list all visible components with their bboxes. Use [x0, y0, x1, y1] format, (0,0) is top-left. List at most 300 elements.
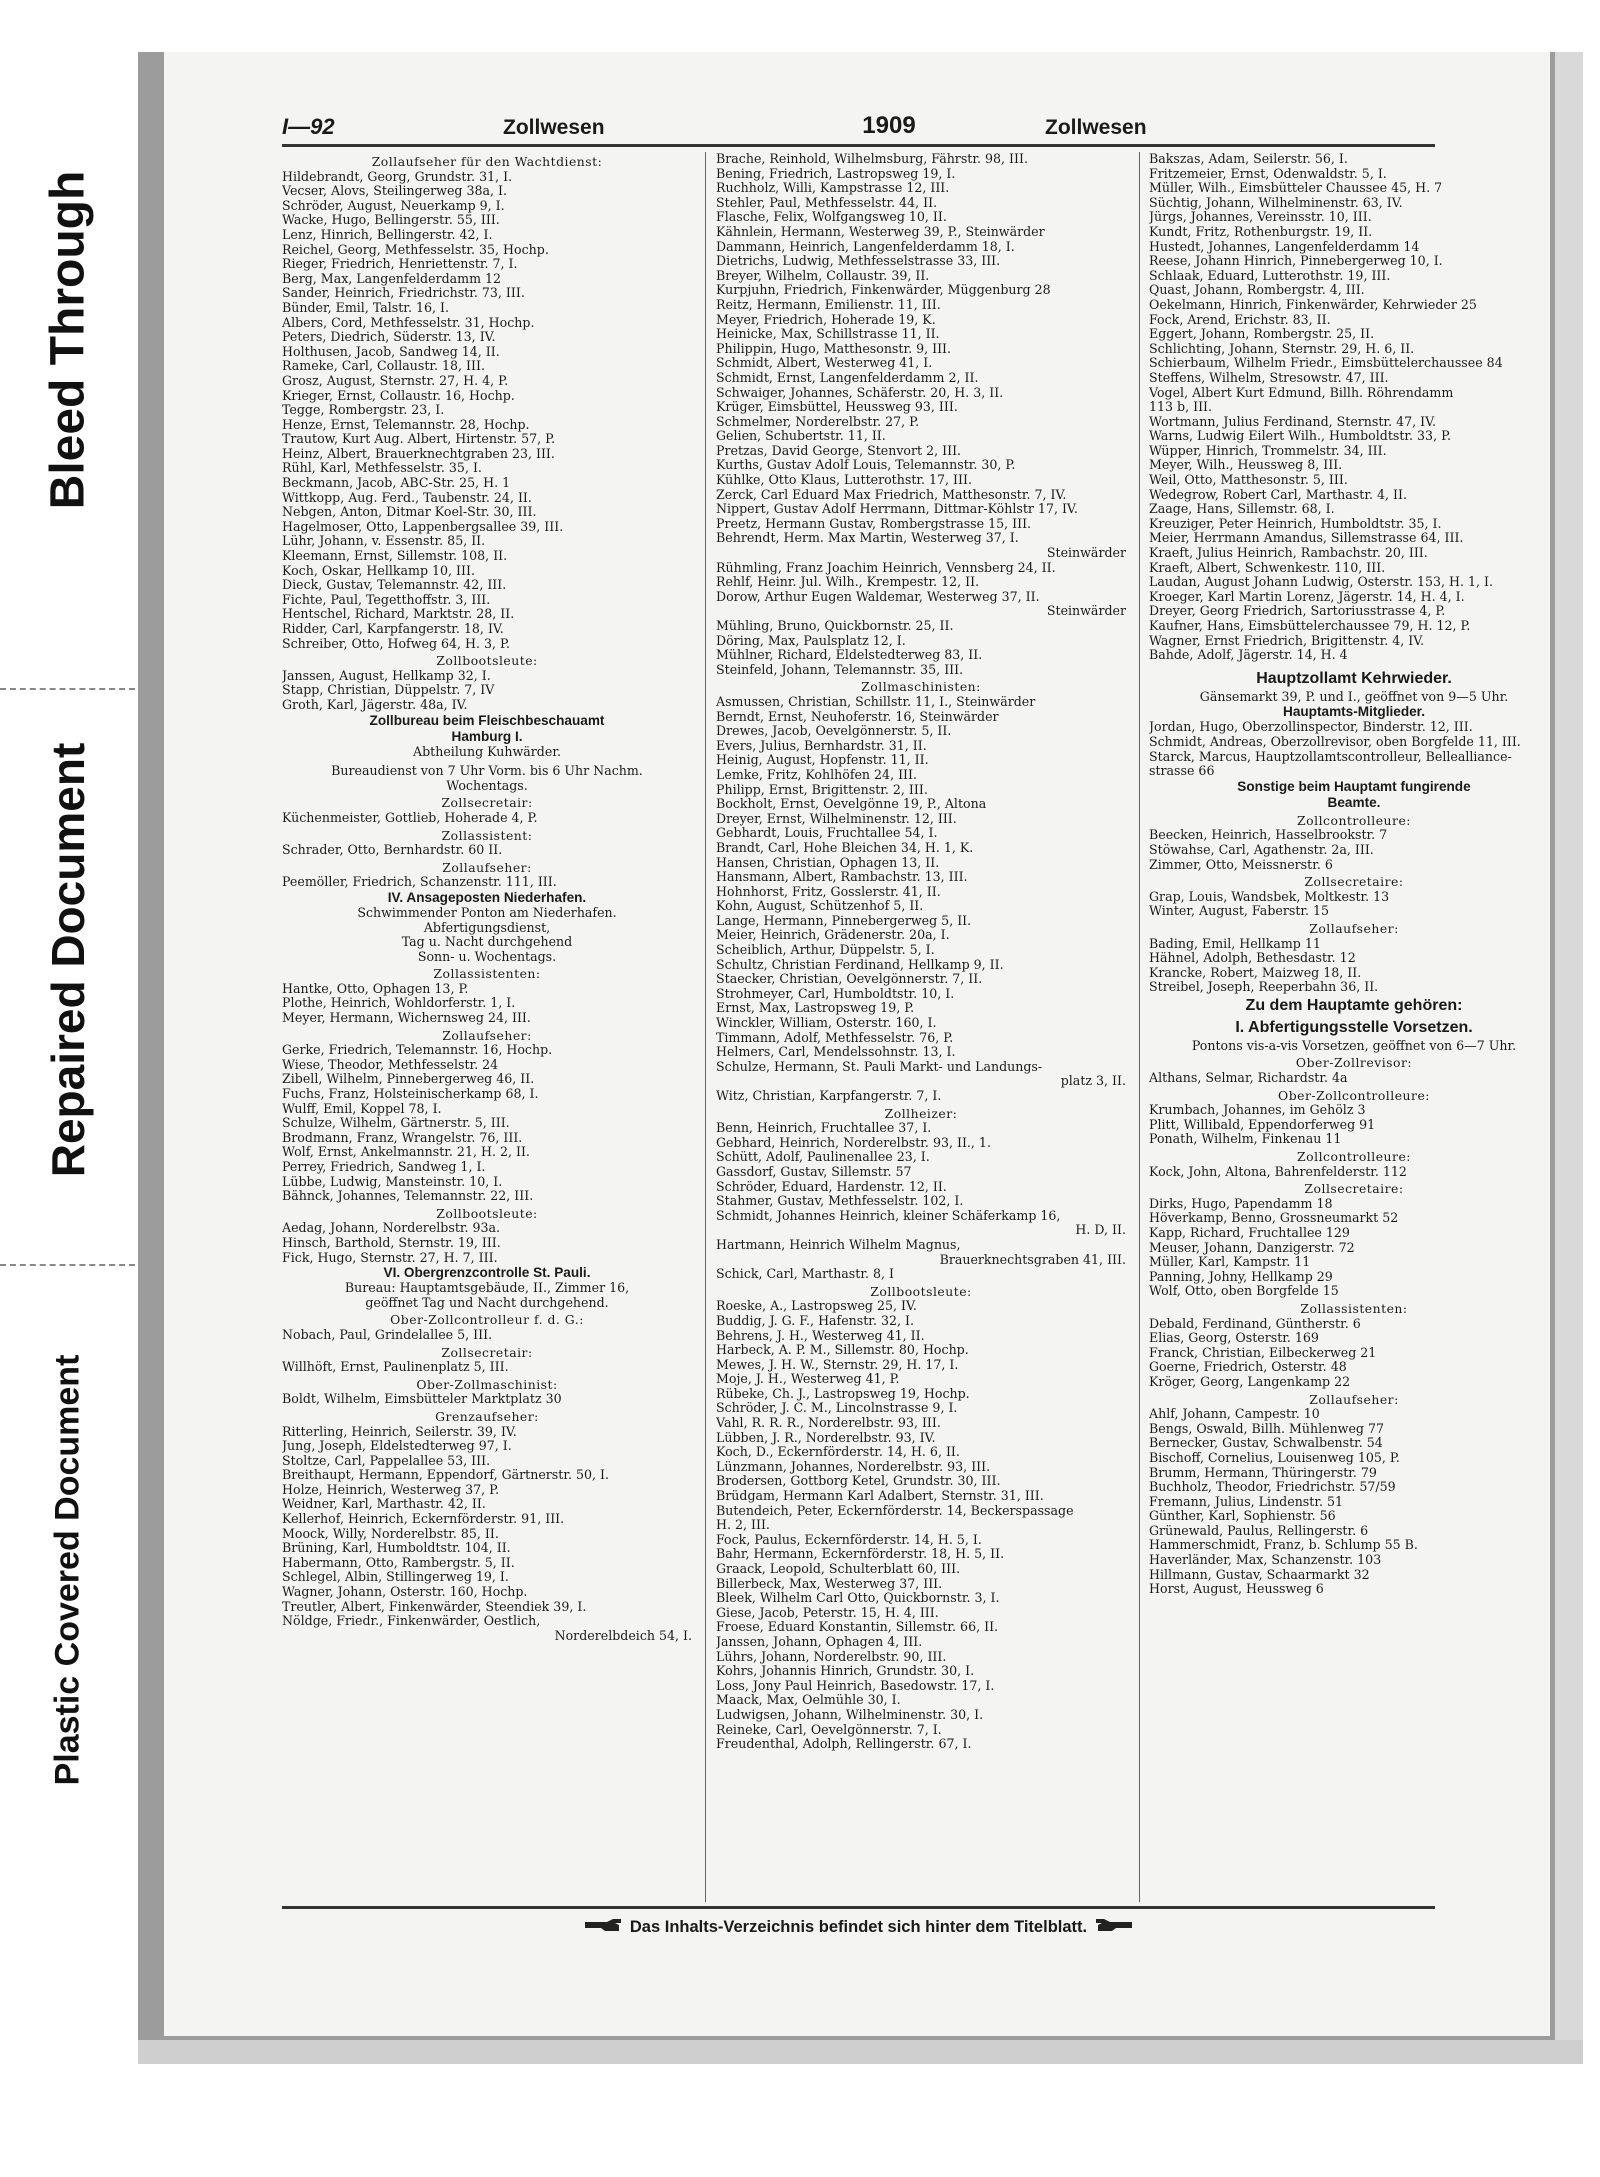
section-heading: Zollbureau beim Fleischbeschauamt	[369, 712, 605, 728]
entry-line: Kohn, August, Schützenhof 5, II.	[716, 899, 924, 914]
entry-line: Steinwärder	[1046, 546, 1126, 561]
entry-line: Albers, Cord, Methfesselstr. 31, Hochp.	[282, 315, 535, 330]
entry-line: Kroeger, Karl Martin Lorenz, Jägerstr. 14, H. 4, I.	[1149, 589, 1465, 604]
entry-line: Bakszas, Adam, Seilerstr. 56, I.	[1149, 152, 1348, 166]
entry-line: Moock, Willy, Norderelbstr. 85, II.	[282, 1526, 499, 1541]
entry-line: Schröder, Eduard, Hardenstr. 12, II.	[716, 1179, 947, 1194]
entry-line: Grosz, August, Sternstr. 27, H. 4, P.	[282, 373, 509, 388]
entry-line: Dorow, Arthur Eugen Waldemar, Westerweg 37, II.	[716, 589, 1040, 604]
running-title-left: Zollwesen	[503, 116, 605, 139]
entry-line: Trautow, Kurt Aug. Albert, Hirtenstr. 57, P.	[282, 432, 556, 447]
entry-line: Ponath, Wilhelm, Finkenau 11	[1149, 1132, 1342, 1147]
entry-line: Buchholz, Theodor, Friedrichstr. 57/59	[1149, 1480, 1396, 1495]
entry-line: Butendeich, Peter, Eckernförderstr. 14, Beckerspassage	[716, 1503, 1074, 1518]
entry-line: Hantke, Otto, Ophagen 13, P.	[282, 981, 469, 996]
entry-line: Brüning, Karl, Humboldtstr. 104, II.	[282, 1541, 511, 1556]
entry-line: Dirks, Hugo, Papendamm 18	[1149, 1196, 1333, 1211]
entry-line: Meuser, Johann, Danzigerstr. 72	[1149, 1240, 1355, 1255]
entry-line: Kleemann, Ernst, Sillemstr. 108, II.	[282, 549, 508, 564]
scanned-page-frame	[138, 52, 1583, 2064]
entry-line: Krieger, Ernst, Collaustr. 16, Hochp.	[282, 388, 515, 403]
entry-line: Müller, Karl, Kampstr. 11	[1149, 1255, 1311, 1270]
entry-line: Meyer, Hermann, Wichernsweg 24, III.	[282, 1011, 531, 1026]
entry-line: Müller, Wilh., Eimsbütteler Chaussee 45, H. 7	[1149, 181, 1443, 196]
entry-line: Maack, Max, Oelmühle 30, I.	[716, 1693, 901, 1708]
entry-line: Kellerhof, Heinrich, Eckernförderstr. 91, III.	[282, 1512, 565, 1527]
entry-line: Jung, Joseph, Eldelstedterweg 97, I.	[282, 1439, 512, 1454]
entry-line: Hansen, Christian, Ophagen 13, II.	[716, 855, 940, 870]
section-heading: Zollheizer:	[884, 1106, 958, 1121]
entry-line: Reineke, Carl, Oevelgönnerstr. 7, I.	[716, 1722, 942, 1737]
entry-line: Schmidt, Andreas, Oberzollrevisor, oben Borgfelde 11, III.	[1149, 734, 1521, 749]
section-heading: Zollassistenten:	[1300, 1301, 1408, 1316]
entry-line: Bening, Friedrich, Lastropsweg 19, I.	[716, 166, 956, 181]
entry-line: Groth, Karl, Jägerstr. 48a, IV.	[282, 697, 468, 712]
entry-line: Schlichting, Johann, Sternstr. 29, H. 6, II.	[1149, 341, 1415, 356]
section-heading: Zollcontrolleure:	[1297, 1150, 1411, 1165]
section-heading: Sonstige beim Hauptamt fungirende	[1237, 778, 1471, 794]
entry-line: Oekelmann, Hinrich, Finkenwärder, Kehrwieder 25	[1149, 297, 1477, 312]
entry-line: Hartmann, Heinrich Wilhelm Magnus,	[716, 1237, 961, 1252]
entry-line: Mühling, Bruno, Quickbornstr. 25, II.	[716, 619, 954, 633]
entry-line: Grap, Louis, Wandsbek, Moltkestr. 13	[1149, 889, 1390, 904]
entry-line: Wagner, Johann, Osterstr. 160, Hochp.	[282, 1585, 528, 1600]
entry-line: Staecker, Christian, Oevelgönnerstr. 7, II.	[716, 972, 983, 987]
entry-line: Plitt, Willibald, Eppendorferweg 91	[1149, 1117, 1376, 1132]
entry-line: Hentschel, Richard, Marktstr. 28, II.	[282, 607, 515, 622]
entry-line: Wacke, Hugo, Bellingerstr. 55, III.	[282, 213, 500, 228]
entry-line: Scheiblich, Arthur, Düppelstr. 5, I.	[716, 943, 935, 958]
entry-line: Döring, Max, Paulsplatz 12, I.	[716, 633, 906, 648]
pointing-hand-icon	[1092, 1918, 1134, 1934]
entry-line: Evers, Julius, Bernhardstr. 31, II.	[716, 738, 927, 753]
column-1	[282, 152, 692, 1643]
pointing-hand-icon	[583, 1918, 625, 1934]
entry-line: Bureau: Hauptamtsgebäude, II., Zimmer 16,	[344, 1281, 630, 1296]
entry-line: Ahlf, Johann, Campestr. 10	[1149, 1407, 1320, 1422]
entry-line: Zibell, Wilhelm, Pinnebergerweg 46, II.	[282, 1072, 535, 1087]
entry-line: Kreuziger, Peter Heinrich, Humboldtstr. 35, I.	[1149, 516, 1442, 531]
entry-line: Flasche, Felix, Wolfgangsweg 10, II.	[716, 210, 947, 225]
entry-line: Rühl, Karl, Methfesselstr. 35, I.	[282, 461, 482, 476]
section-heading: Zollaufseher:	[442, 1028, 532, 1043]
entry-line: Rehlf, Heinr. Jul. Wilh., Krempestr. 12, II.	[716, 575, 980, 590]
entry-line: Graack, Leopold, Schulterblatt 60, III.	[716, 1562, 961, 1576]
entry-line: Vogel, Albert Kurt Edmund, Billh. Röhrendamm	[1149, 385, 1454, 400]
entry-line: Krüger, Eimsbüttel, Heussweg 93, III.	[716, 400, 958, 415]
entry-line: Schmelmer, Norderelbstr. 27, P.	[716, 414, 920, 429]
entry-line: Wagner, Ernst Friedrich, Brigittenstr. 4, IV.	[1149, 633, 1425, 648]
entry-line: Tegge, Rombergstr. 23, I.	[282, 403, 445, 418]
entry-line: Freudenthal, Adolph, Rellingerstr. 67, I.	[716, 1737, 972, 1752]
entry-line: strasse 66	[1149, 764, 1215, 779]
entry-line: Heinz, Albert, Brauerknechtgraben 23, III.	[282, 446, 555, 461]
entry-line: Ernst, Max, Lastropsweg 19, P.	[716, 1001, 915, 1016]
entry-line: Ridder, Carl, Karpfangerstr. 18, IV.	[282, 622, 504, 636]
entry-line: Lünzmann, Johannes, Norderelbstr. 93, III.	[716, 1459, 991, 1474]
entry-line: Zaage, Hans, Sillemstr. 68, I.	[1149, 502, 1335, 517]
entry-line: Breyer, Wilhelm, Collaustr. 39, II.	[716, 268, 930, 283]
entry-line: Hagelmoser, Otto, Lappenbergsallee 39, III.	[282, 519, 564, 534]
entry-line: Plothe, Heinrich, Wohldorferstr. 1, I.	[282, 996, 516, 1011]
entry-line: Berg, Max, Langenfelderdamm 12	[282, 271, 502, 286]
entry-line: Kurpjuhn, Friedrich, Finkenwärder, Müggenburg 28	[716, 283, 1051, 298]
entry-line: Lübben, J. R., Norderelbstr. 93, IV.	[716, 1430, 936, 1445]
entry-line: Meyer, Wilh., Heussweg 8, III.	[1149, 458, 1343, 473]
entry-line: Jordan, Hugo, Oberzollinspector, Binderstr. 12, III.	[1149, 720, 1473, 735]
entry-line: Günther, Karl, Sophienstr. 56	[1149, 1509, 1336, 1524]
entry-line: Schütt, Adolf, Paulinenallee 23, I.	[716, 1150, 930, 1165]
entry-line: Lemke, Fritz, Kohlhöfen 24, III.	[716, 767, 918, 782]
entry-line: Schrader, Otto, Bernhardstr. 60 II.	[282, 843, 503, 858]
entry-line: Kühlke, Otto Klaus, Lutterothstr. 17, III.	[716, 473, 972, 488]
section-heading: Zollbootsleute:	[436, 1206, 538, 1221]
section-heading: Zollsecretair:	[441, 796, 533, 811]
entry-line: Benn, Heinrich, Fruchtallee 37, I.	[716, 1121, 932, 1136]
column-2	[716, 152, 1126, 1752]
entry-line: Laudan, August Johann Ludwig, Osterstr. 153, H. 1, I.	[1149, 575, 1493, 590]
entry-line: Gebhard, Heinrich, Norderelbstr. 93, II., 1.	[716, 1135, 991, 1150]
entry-line: Harbeck, A. P. M., Sillemstr. 80, Hochp.	[716, 1343, 969, 1358]
entry-line: Warns, Ludwig Eilert Wilh., Humboldtstr. 33, P.	[1149, 429, 1452, 444]
entry-line: Fock, Arend, Erichstr. 83, II.	[1149, 312, 1331, 327]
entry-line: Pretzas, David George, Stenvort 2, III.	[716, 443, 962, 458]
entry-line: Sander, Heinrich, Friedrichstr. 73, III.	[282, 286, 525, 301]
entry-line: Janssen, August, Hellkamp 32, I.	[282, 668, 491, 683]
entry-line: Jürgs, Johannes, Vereinsstr. 10, III.	[1149, 210, 1372, 225]
entry-line: Peters, Diedrich, Süderstr. 13, IV.	[282, 330, 496, 345]
page-number: I—92	[282, 114, 335, 139]
entry-line: Goerne, Friedrich, Osterstr. 48	[1149, 1360, 1347, 1375]
entry-line: Hansmann, Albert, Rambachstr. 13, III.	[716, 870, 968, 885]
entry-line: Zimmer, Otto, Meissnerstr. 6	[1149, 857, 1333, 872]
page-footer	[282, 1918, 1435, 1937]
entry-line: Breithaupt, Hermann, Eppendorf, Gärtnerstr. 50, I.	[282, 1468, 609, 1483]
entry-line: Schulze, Hermann, St. Pauli Markt- und Landungs-	[716, 1059, 1043, 1074]
entry-line: Bernecker, Gustav, Schwalbenstr. 54	[1149, 1436, 1383, 1451]
entry-line: Roeske, A., Lastropsweg 25, IV.	[716, 1299, 917, 1314]
entry-line: Brandt, Carl, Hohe Bleichen 34, H. 1, K.	[716, 840, 974, 855]
entry-line: Wittkopp, Aug. Ferd., Taubenstr. 24, II.	[282, 490, 532, 505]
section-heading: I. Abfertigungsstelle Vorsetzen.	[1235, 1018, 1473, 1036]
entry-line: Witz, Christian, Karpfangerstr. 7, I.	[716, 1089, 942, 1103]
section-heading: Hamburg I.	[451, 728, 523, 744]
entry-line: Dreyer, Ernst, Wilhelminenstr. 12, III.	[716, 811, 957, 826]
section-heading: Zollsecretair:	[441, 1345, 533, 1360]
entry-line: Wüpper, Hinrich, Trommelstr. 34, III.	[1149, 443, 1387, 458]
entry-line: Bengs, Oswald, Billh. Mühlenweg 77	[1149, 1421, 1385, 1436]
side-label-plastic-covered-document: Plastic Covered Document	[48, 1354, 87, 1786]
entry-line: Fuchs, Franz, Holsteinischerkamp 68, I.	[282, 1087, 539, 1102]
entry-line: H. D, II.	[1075, 1223, 1126, 1238]
entry-line: Dieck, Gustav, Telemannstr. 42, III.	[282, 578, 507, 593]
entry-line: Schwaiger, Johannes, Schäferstr. 20, H. 3, II.	[716, 385, 1004, 400]
entry-line: Hildebrandt, Georg, Grundstr. 31, I.	[282, 169, 513, 184]
entry-line: Hustedt, Johannes, Langenfelderdamm 14	[1149, 239, 1420, 254]
column-3	[1149, 152, 1559, 1597]
entry-line: Winter, August, Faberstr. 15	[1149, 904, 1330, 919]
scan-edge-shadow	[1555, 52, 1583, 2064]
entry-line: Panning, Johny, Hellkamp 29	[1149, 1269, 1333, 1284]
entry-line: Schmidt, Ernst, Langenfelderdamm 2, II.	[716, 370, 979, 385]
entry-line: Nöldge, Friedr., Finkenwärder, Oestlich,	[282, 1614, 541, 1629]
entry-line: Buddig, J. G. F., Hafenstr. 32, I.	[716, 1313, 914, 1328]
entry-line: Brauerknechtsgraben 41, III.	[939, 1252, 1126, 1267]
section-heading: VI. Obergrenzcontrolle St. Pauli.	[383, 1265, 591, 1281]
entry-line: Preetz, Hermann Gustav, Rombergstrasse 15, III.	[716, 516, 1032, 531]
entry-line: Gassdorf, Gustav, Sillemstr. 57	[716, 1164, 912, 1179]
entry-line: Bockholt, Ernst, Oevelgönne 19, P., Altona	[716, 797, 987, 812]
section-heading: Beamte.	[1327, 794, 1381, 810]
entry-line: Fichte, Paul, Tegetthoffstr. 3, III.	[282, 592, 491, 607]
column-rule	[705, 152, 706, 1902]
entry-line: Sonn- u. Wochentags.	[417, 949, 557, 964]
entry-line: Aedag, Johann, Norderelbstr. 93a.	[282, 1221, 501, 1236]
entry-line: Kohrs, Johannis Hinrich, Grundstr. 30, I.	[716, 1664, 975, 1679]
entry-line: Koch, Oskar, Hellkamp 10, III.	[282, 563, 475, 578]
entry-line: Schröder, August, Neuerkamp 9, I.	[282, 198, 505, 213]
sidebar-divider	[0, 1264, 135, 1266]
scan-edge-shadow	[138, 2040, 1583, 2064]
entry-line: Heinicke, Max, Schillstrasse 11, II.	[716, 327, 940, 342]
entry-line: Treutler, Albert, Finkenwärder, Steendiek 39, I.	[282, 1599, 587, 1614]
entry-line: Berndt, Ernst, Neuhoferstr. 16, Steinwärder	[716, 709, 999, 724]
entry-line: Hinsch, Barthold, Sternstr. 19, III.	[282, 1235, 501, 1250]
entry-line: Eggert, Johann, Rombergstr. 25, II.	[1149, 327, 1375, 342]
entry-line: Reese, Johann Hinrich, Pinnebergerweg 10, I.	[1149, 254, 1443, 269]
entry-line: Willhöft, Ernst, Paulinenplatz 5, III.	[282, 1360, 509, 1375]
year: 1909	[862, 112, 916, 139]
entry-line: Wulff, Emil, Koppel 78, I.	[282, 1101, 442, 1116]
entry-line: Stapp, Christian, Düppelstr. 7, IV	[282, 683, 495, 698]
entry-line: Rübeke, Ch. J., Lastropsweg 19, Hochp.	[716, 1386, 970, 1401]
section-heading: Ober-Zollcontrolleur f. d. G.:	[390, 1313, 584, 1328]
side-label-repaired-document: Repaired Document	[42, 742, 94, 1178]
entry-line: Kröger, Georg, Langenkamp 22	[1149, 1374, 1351, 1389]
entry-line: Mühlner, Richard, Eldelstedterweg 83, II.	[716, 648, 983, 663]
entry-line: Schierbaum, Wilhelm Friedr., Eimsbüttelerchaussee 84	[1149, 356, 1503, 371]
entry-line: Streibel, Joseph, Reeperbahn 36, II.	[1149, 980, 1379, 995]
entry-line: 113 b, III.	[1149, 400, 1213, 415]
entry-line: Brodersen, Gottborg Ketel, Grundstr. 30, III.	[716, 1474, 1001, 1489]
section-heading: Zollassistenten:	[433, 967, 541, 982]
section-heading: Grenzaufseher:	[435, 1409, 539, 1424]
section-heading: Zollaufseher für den Wachtdienst:	[371, 155, 603, 169]
entry-line: Asmussen, Christian, Schillstr. 11, I., Steinwärder	[716, 694, 1036, 709]
entry-line: Gelien, Schubertstr. 11, II.	[716, 429, 886, 444]
entry-line: Reitz, Hermann, Emilienstr. 11, III.	[716, 297, 941, 312]
entry-line: Bading, Emil, Hellkamp 11	[1149, 936, 1321, 951]
entry-line: Steinfeld, Johann, Telemannstr. 35, III.	[716, 662, 964, 677]
entry-line: Kapp, Richard, Fruchtallee 129	[1149, 1226, 1350, 1240]
section-heading: Zu dem Hauptamte gehören:	[1245, 996, 1463, 1014]
entry-line: Franck, Christian, Eilbeckerweg 21	[1149, 1345, 1377, 1360]
entry-line: Kaufner, Hans, Eimsbüttelerchaussee 79, H. 12, P.	[1149, 619, 1471, 633]
entry-line: Schreiber, Otto, Hofweg 64, H. 3, P.	[282, 636, 510, 651]
entry-line: Vahl, R. R. R., Norderelbstr. 93, III.	[716, 1416, 941, 1431]
entry-line: Wolf, Otto, oben Borgfelde 15	[1149, 1284, 1339, 1299]
entry-line: Hähnel, Adolph, Bethesdastr. 12	[1149, 951, 1356, 966]
entry-line: Drewes, Jacob, Oevelgönnerstr. 5, II.	[716, 724, 952, 739]
entry-line: Peemöller, Friedrich, Schanzenstr. 111, III.	[282, 875, 557, 890]
section-heading: Zollmaschinisten:	[861, 680, 981, 695]
entry-line: Debald, Ferdinand, Güntherstr. 6	[1149, 1316, 1361, 1331]
entry-line: Beckmann, Jacob, ABC-Str. 25, H. 1	[282, 476, 511, 491]
entry-line: Küchenmeister, Gottlieb, Hoherade 4, P.	[282, 810, 538, 825]
entry-line: Lühr, Johann, v. Essenstr. 85, II.	[282, 534, 486, 549]
section-heading: Zollbootsleute:	[870, 1284, 972, 1299]
entry-line: Kundt, Fritz, Rothenburgstr. 19, II.	[1149, 224, 1373, 239]
entry-line: Althans, Selmar, Richardstr. 4a	[1149, 1071, 1348, 1086]
entry-line: Höverkamp, Benno, Grossneumarkt 52	[1149, 1211, 1399, 1226]
entry-line: Gänsemarkt 39, P. und I., geöffnet von 9—5 Uhr.	[1199, 689, 1509, 704]
entry-line: Weidner, Karl, Marthastr. 42, II.	[282, 1497, 486, 1512]
entry-line: Billerbeck, Max, Westerweg 37, III.	[716, 1576, 943, 1591]
entry-line: platz 3, II.	[1060, 1074, 1126, 1089]
entry-line: Schröder, J. C. M., Lincolnstrasse 9, I.	[716, 1401, 958, 1416]
entry-line: Schlegel, Albin, Stillingerweg 19, I.	[282, 1570, 509, 1585]
entry-line: Stehler, Paul, Methfesselstr. 44, II.	[716, 195, 938, 210]
entry-line: Nobach, Paul, Grindelallee 5, III.	[282, 1327, 493, 1342]
entry-line: Moje, J. H., Westerweg 41, P.	[716, 1372, 900, 1387]
entry-line: Schulze, Wilhelm, Gärtnerstr. 5, III.	[282, 1116, 510, 1131]
section-heading: Hauptamts-Mitglieder.	[1283, 704, 1425, 720]
section-heading: Zollaufseher:	[442, 860, 532, 875]
entry-line: Lange, Hermann, Pinnebergerweg 5, II.	[716, 913, 972, 928]
entry-line: Ritterling, Heinrich, Seilerstr. 39, IV.	[282, 1424, 517, 1439]
entry-line: Brumm, Hermann, Thüringerstr. 79	[1149, 1465, 1377, 1480]
entry-line: Grünewald, Paulus, Rellingerstr. 6	[1149, 1523, 1369, 1538]
entry-line: Vecser, Alovs, Steilingerweg 38a, I.	[282, 184, 507, 199]
footer-text: Das Inhalts-Verzeichnis befindet sich hinter dem Titelblatt.	[629, 1918, 1088, 1936]
entry-line: Schmidt, Albert, Westerweg 41, I.	[716, 356, 933, 371]
entry-line: Wolf, Ernst, Ankelmannstr. 21, H. 2, II.	[282, 1145, 530, 1160]
entry-line: Steffens, Wilhelm, Stresowstr. 47, III.	[1149, 370, 1389, 385]
entry-line: Krancke, Robert, Maizweg 18, II.	[1149, 965, 1362, 980]
entry-line: Horst, August, Heussweg 6	[1149, 1582, 1324, 1597]
entry-line: Wochentags.	[446, 778, 528, 793]
section-heading: Zollbootsleute:	[436, 654, 538, 669]
section-heading: Zollaufseher:	[1309, 1392, 1399, 1407]
entry-line: Giese, Jacob, Peterstr. 15, H. 4, III.	[716, 1605, 939, 1620]
entry-line: Holze, Heinrich, Westerweg 37, P.	[282, 1482, 500, 1497]
entry-line: Rühmling, Franz Joachim Heinrich, Vennsberg 24, II.	[716, 560, 1056, 575]
entry-line: Stahmer, Gustav, Methfesselstr. 102, I.	[716, 1194, 964, 1209]
entry-line: Bahr, Hermann, Eckernförderstr. 18, H. 5, II.	[716, 1547, 1005, 1562]
sidebar-divider	[0, 688, 135, 690]
entry-line: Stoltze, Carl, Pappelallee 53, III.	[282, 1453, 491, 1468]
running-title-right: Zollwesen	[1045, 116, 1147, 139]
entry-line: Schick, Carl, Marthastr. 8, I	[716, 1267, 894, 1282]
section-heading: Hauptzollamt Kehrwieder.	[1256, 669, 1452, 687]
entry-line: Schultz, Christian Ferdinand, Hellkamp 9, II.	[716, 957, 1004, 972]
entry-line: Dietrichs, Ludwig, Methfesselstrasse 33, III.	[716, 254, 1001, 269]
entry-line: Fritzemeier, Ernst, Odenwaldstr. 5, I.	[1149, 166, 1387, 181]
entry-line: Kurths, Gustav Adolf Louis, Telemannstr. 30, P.	[716, 458, 1016, 473]
entry-line: Perrey, Friedrich, Sandweg 1, I.	[282, 1160, 486, 1174]
entry-line: Koch, D., Eckernförderstr. 14, H. 6, II.	[716, 1445, 960, 1460]
column-rule	[1139, 152, 1140, 1902]
entry-line: Tag u. Nacht durchgehend	[401, 935, 573, 950]
entry-line: Schlaak, Eduard, Lutterothstr. 19, III.	[1149, 268, 1391, 283]
annotation-sidebar	[0, 0, 135, 2177]
entry-line: Bischoff, Cornelius, Louisenweg 105, P.	[1149, 1450, 1400, 1465]
entry-line: Gerke, Friedrich, Telemannstr. 16, Hochp.	[282, 1043, 553, 1058]
entry-line: Heinig, August, Hopfenstr. 11, II.	[716, 753, 929, 768]
entry-line: Kraeft, Julius Heinrich, Rambachstr. 20, III.	[1149, 546, 1428, 561]
entry-line: Wortmann, Julius Ferdinand, Sternstr. 47, IV.	[1149, 414, 1436, 429]
section-heading: Ober-Zollmaschinist:	[416, 1377, 558, 1392]
side-label-bleed-through: Bleed Through	[41, 170, 95, 510]
entry-line: Holthusen, Jacob, Sandweg 14, II.	[282, 344, 500, 359]
section-heading: Ober-Zollcontrolleure:	[1278, 1088, 1430, 1103]
entry-line: Dammann, Heinrich, Langenfelderdamm 18, I.	[716, 239, 1015, 254]
entry-line: Wiese, Theodor, Methfesselstr. 24	[282, 1057, 499, 1072]
entry-line: Nebgen, Anton, Ditmar Koel-Str. 30, III.	[282, 505, 537, 520]
page-header	[282, 104, 1435, 147]
section-heading: Ober-Zollrevisor:	[1295, 1056, 1413, 1071]
entry-line: Behrens, J. H., Westerweg 41, II.	[716, 1328, 925, 1343]
entry-line: Bähnck, Johannes, Telemannstr. 22, III.	[282, 1189, 534, 1204]
entry-line: Abtheilung Kuhwärder.	[413, 744, 561, 759]
entry-line: Rieger, Friedrich, Henriettenstr. 7, I.	[282, 257, 518, 272]
entry-line: Steinwärder	[1046, 604, 1126, 619]
entry-line: Schwimmender Ponton am Niederhafen.	[357, 905, 617, 920]
entry-line: Meyer, Friedrich, Hoherade 19, K.	[716, 312, 936, 327]
entry-line: Behrendt, Herm. Max Martin, Westerweg 37, I.	[716, 531, 1019, 546]
entry-line: Bleek, Wilhelm Carl Otto, Quickbornstr. 3, I.	[716, 1591, 1000, 1606]
entry-line: Kock, John, Altona, Bahrenfelderstr. 112	[1149, 1164, 1407, 1179]
section-heading: IV. Ansageposten Niederhafen.	[387, 889, 587, 905]
entry-line: Dreyer, Georg Friedrich, Sartoriusstrasse 4, P.	[1149, 604, 1446, 619]
section-heading: Zollsecretaire:	[1304, 875, 1404, 890]
entry-line: Weil, Otto, Matthesonstr. 5, III.	[1149, 473, 1348, 488]
entry-line: Bureaudienst von 7 Uhr Vorm. bis 6 Uhr Nachm.	[331, 764, 643, 779]
entry-line: Norderelbdeich 54, I.	[554, 1628, 692, 1643]
entry-line: Lübbe, Ludwig, Mansteinstr. 10, I.	[282, 1174, 503, 1189]
entry-line: Meier, Herrmann Amandus, Sillemstrasse 64, III.	[1149, 531, 1464, 546]
entry-line: Starck, Marcus, Hauptzollamtscontrolleur, Bellealliance-	[1149, 749, 1512, 764]
entry-line: Fick, Hugo, Sternstr. 27, H. 7, III.	[282, 1250, 498, 1265]
entry-line: Beecken, Heinrich, Hasselbrookstr. 7	[1149, 828, 1388, 843]
entry-line: Meier, Heinrich, Grädenerstr. 20a, I.	[716, 928, 950, 943]
entry-line: Philippin, Hugo, Matthesonstr. 9, III.	[716, 341, 952, 356]
entry-line: Kähnlein, Hermann, Westerweg 39, P., Steinwärder	[716, 224, 1045, 239]
entry-line: Brache, Reinhold, Wilhelmsburg, Fährstr. 98, III.	[716, 152, 1028, 166]
section-heading: Zollcontrolleure:	[1297, 813, 1411, 828]
entry-line: Habermann, Otto, Rambergstr. 5, II.	[282, 1555, 515, 1570]
entry-line: Bahde, Adolf, Jägerstr. 14, H. 4	[1149, 648, 1348, 663]
entry-line: Süchtig, Johann, Wilhelminenstr. 63, IV.	[1149, 195, 1403, 210]
entry-line: Lenz, Hinrich, Bellingerstr. 42, I.	[282, 227, 493, 242]
entry-line: Hillmann, Gustav, Schaarmarkt 32	[1149, 1567, 1370, 1582]
entry-line: Haverländer, Max, Schanzenstr. 103	[1149, 1553, 1382, 1568]
entry-line: Ruchholz, Willi, Kampstrasse 12, III.	[716, 181, 950, 196]
entry-line: Boldt, Wilhelm, Eimsbütteler Marktplatz 30	[282, 1392, 562, 1407]
entry-line: Hammerschmidt, Franz, b. Schlump 55 B.	[1149, 1538, 1418, 1553]
entry-line: Timmann, Adolf, Methfesselstr. 76, P.	[716, 1030, 954, 1045]
entry-line: Gebhardt, Louis, Fruchtallee 54, I.	[716, 826, 938, 841]
entry-line: Brodmann, Franz, Wrangelstr. 76, III.	[282, 1130, 523, 1145]
entry-line: Ludwigsen, Johann, Wilhelminenstr. 30, I.	[716, 1707, 984, 1722]
entry-line: Nippert, Gustav Adolf Herrmann, Dittmar-Köhlstr 17, IV.	[716, 502, 1078, 517]
entry-line: Pontons vis-a-vis Vorsetzen, geöffnet von 6—7 Uhr.	[1191, 1038, 1517, 1053]
entry-line: Henze, Ernst, Telemannstr. 28, Hochp.	[282, 417, 530, 432]
entry-line: Schmidt, Johannes Heinrich, kleiner Schäferkamp 16,	[716, 1208, 1061, 1223]
entry-line: Fock, Paulus, Eckernförderstr. 14, H. 5, I.	[716, 1532, 982, 1547]
entry-line: Strohmeyer, Carl, Humboldtstr. 10, I.	[716, 986, 955, 1001]
entry-line: Bünder, Emil, Talstr. 16, I.	[282, 300, 449, 315]
